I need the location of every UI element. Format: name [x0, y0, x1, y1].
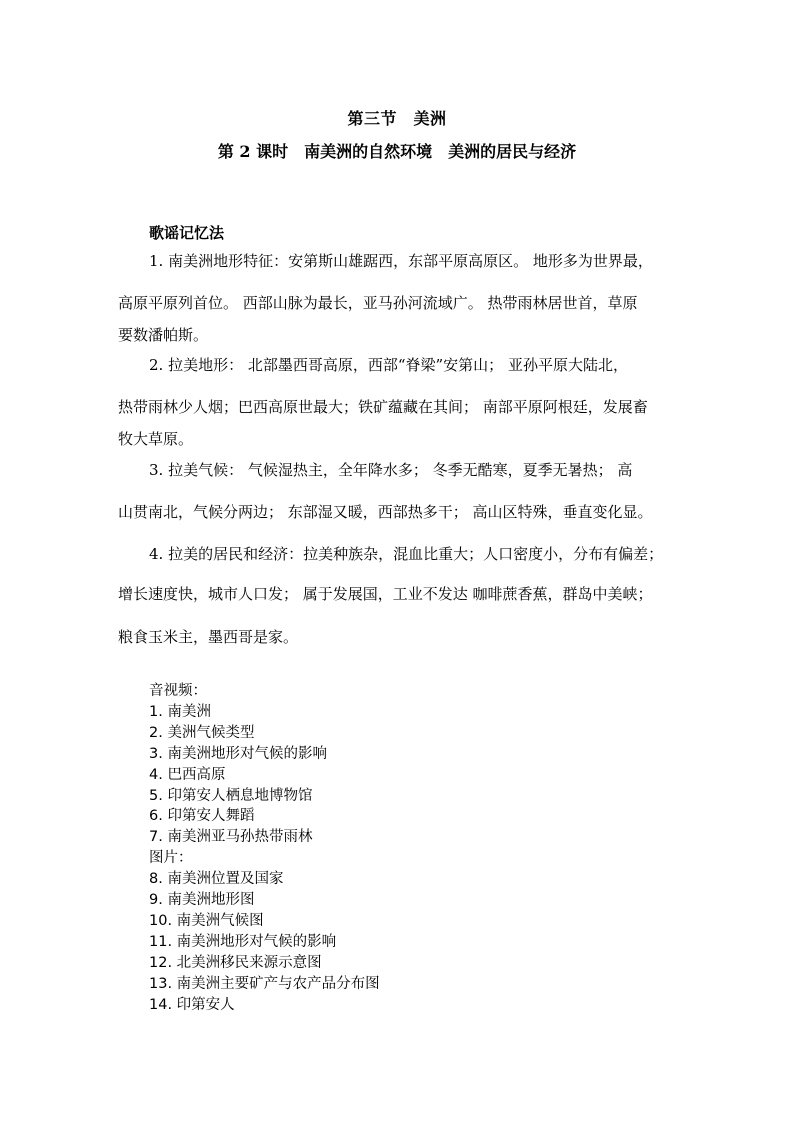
mnemonic-item-4: [118, 543, 678, 653]
mnemonic-heading: 歌谣记忆法: [149, 224, 225, 242]
paragraph-line: 牧大草原。: [118, 430, 194, 448]
picture-heading: 图片：: [149, 850, 193, 867]
paragraph-line: 4. 拉美的居民和经济：拉美种族杂，混血比重大；人口密度小，分布有偏差；: [149, 545, 664, 563]
list-item: 12. 北美洲移民来源示意图: [149, 954, 322, 971]
list-item: 2. 美洲气候类型: [149, 724, 255, 741]
mnemonic-item-1: [118, 250, 678, 344]
list-item: 6. 印第安人舞蹈: [149, 808, 255, 825]
list-item: 1. 南美洲: [149, 703, 211, 720]
paragraph-line: 1. 南美洲地形特征：安第斯山雄踞西，东部平原高原区。 地形多为世界最，: [149, 252, 653, 270]
page-title: 第三节 美洲: [347, 109, 447, 128]
paragraph-line: 粮食玉米主，墨西哥是家。: [118, 628, 299, 646]
paragraph-line: 2. 拉美地形： 北部墨西哥高原，西部“脊梁”安第山； 亚孙平原大陆北，: [149, 356, 628, 374]
page-subtitle: 第 2 课时 南美洲的自然环境 美洲的居民与经济: [217, 142, 577, 161]
paragraph-line: 高原平原列首位。 西部山脉为最长，亚马孙河流域广。 热带雨林居世首，草原: [118, 294, 638, 312]
mnemonic-item-3: [118, 459, 678, 529]
list-item: 4. 巴西高原: [149, 766, 226, 783]
list-item: 7. 南美洲亚马孙热带雨林: [149, 829, 313, 846]
paragraph-line: 3. 拉美气候： 气候湿热主，全年降水多； 冬季无酷寒，夏季无暑热； 高: [149, 461, 633, 479]
paragraph-line: 要数潘帕斯。: [118, 326, 209, 344]
list-item: 11. 南美洲地形对气候的影响: [149, 933, 337, 950]
list-item: 13. 南美洲主要矿产与农产品分布图: [149, 975, 380, 992]
media-list: [149, 681, 380, 1016]
mnemonic-item-2: [118, 354, 678, 448]
list-item: 14. 印第安人: [149, 996, 235, 1013]
list-item: 10. 南美洲气候图: [149, 912, 264, 929]
list-item: 5. 印第安人栖息地博物馆: [149, 787, 313, 804]
list-item: 8. 南美洲位置及国家: [149, 871, 284, 888]
list-item: 9. 南美洲地形图: [149, 892, 255, 909]
av-heading: 音视频：: [149, 683, 207, 699]
paragraph-line: 山贯南北，气候分两边； 东部湿又暖，西部热多干； 高山区特殊，垂直变化显。: [118, 503, 653, 521]
paragraph-line: 增长速度快，城市人口发； 属于发展国，工业不发达 咖啡蔗香蕉，群岛中美峡；: [118, 585, 653, 603]
list-item: 3. 南美洲地形对气候的影响: [149, 745, 327, 762]
paragraph-line: 热带雨林少人烟；巴西高原世最大；铁矿蕴藏在其间； 南部平原阿根廷，发展畜: [118, 398, 648, 416]
